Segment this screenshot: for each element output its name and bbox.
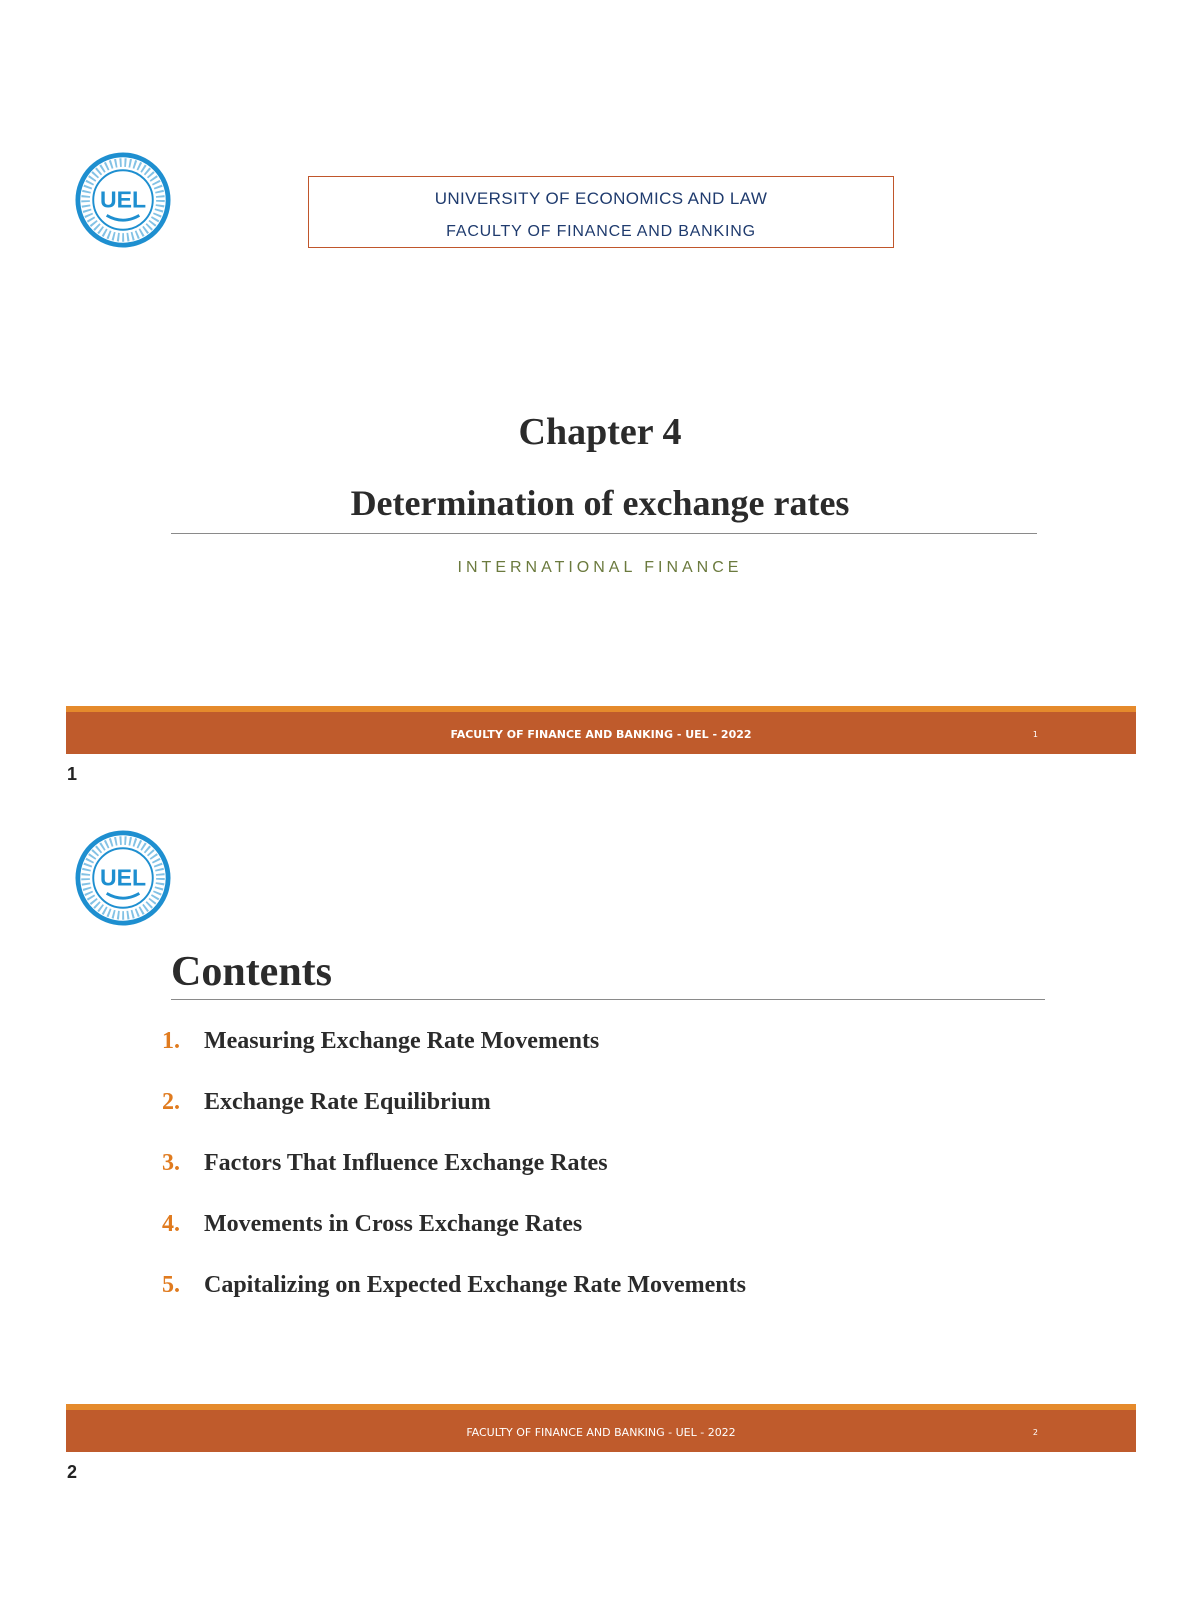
page-number: 1 (67, 764, 78, 784)
slide-1 (0, 0, 1200, 790)
list-item (162, 1089, 746, 1150)
slide-footer-bar (66, 1404, 1136, 1452)
title-divider (171, 533, 1037, 534)
logo-text: UEL (99, 864, 147, 891)
uel-logo (75, 152, 171, 248)
slide-footer-bar (66, 706, 1136, 754)
uel-logo (75, 830, 171, 926)
item-number: 3. (162, 1150, 180, 1176)
contents-list (162, 1028, 746, 1333)
item-number: 2. (162, 1089, 180, 1115)
course-subtitle: INTERNATIONAL FINANCE (457, 559, 743, 576)
slide-2 (0, 790, 1200, 1490)
footer-slide-number: 1 (1032, 730, 1038, 739)
list-item (162, 1211, 746, 1272)
footer-slide-number: 2 (1032, 1428, 1038, 1437)
university-header-box (308, 176, 894, 248)
contents-divider (171, 999, 1045, 1000)
footer-text: FACULTY OF FINANCE AND BANKING - UEL - 2022 (450, 728, 752, 741)
list-item (162, 1272, 746, 1333)
item-label: Exchange Rate Equilibrium (204, 1089, 491, 1115)
logo-text: UEL (99, 186, 147, 213)
chapter-title: Determination of exchange rates (350, 483, 850, 523)
university-name: UNIVERSITY OF ECONOMICS AND LAW (434, 189, 768, 208)
item-number: 5. (162, 1272, 180, 1298)
item-label: Factors That Influence Exchange Rates (204, 1150, 608, 1176)
faculty-name: FACULTY OF FINANCE AND BANKING (446, 223, 756, 240)
list-item (162, 1028, 746, 1089)
page-number: 2 (67, 1462, 78, 1482)
chapter-number: Chapter 4 (518, 411, 682, 453)
contents-heading: Contents (171, 949, 333, 995)
item-label: Capitalizing on Expected Exchange Rate Movements (204, 1272, 746, 1298)
list-item (162, 1150, 746, 1211)
item-number: 1. (162, 1028, 180, 1054)
item-label: Measuring Exchange Rate Movements (204, 1028, 600, 1054)
footer-text: FACULTY OF FINANCE AND BANKING - UEL - 2022 (466, 1426, 736, 1439)
item-number: 4. (162, 1211, 180, 1237)
item-label: Movements in Cross Exchange Rates (204, 1211, 583, 1237)
